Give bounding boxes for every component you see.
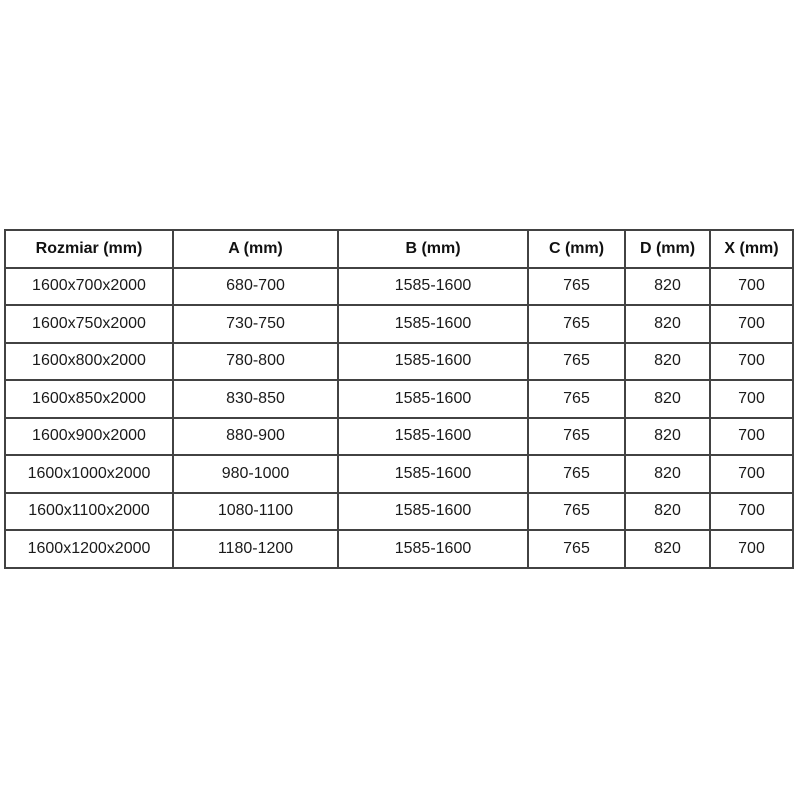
- table-cell: 1600x1200x2000: [5, 530, 173, 568]
- table-cell: 820: [625, 380, 710, 418]
- table-cell: 1600x900x2000: [5, 418, 173, 456]
- table-cell: 765: [528, 380, 625, 418]
- table-row: [5, 530, 793, 568]
- table-cell: 700: [710, 493, 793, 531]
- column-header-a: A (mm): [173, 230, 338, 268]
- table-cell: 765: [528, 455, 625, 493]
- table-cell: 820: [625, 343, 710, 381]
- table-row: [5, 493, 793, 531]
- table-row: [5, 380, 793, 418]
- table-cell: 765: [528, 530, 625, 568]
- table-cell: 765: [528, 493, 625, 531]
- table-cell: 980-1000: [173, 455, 338, 493]
- table-cell: 1600x800x2000: [5, 343, 173, 381]
- table-cell: 700: [710, 380, 793, 418]
- table-cell: 1600x750x2000: [5, 305, 173, 343]
- table-row: [5, 343, 793, 381]
- table-cell: 780-800: [173, 343, 338, 381]
- table-cell: 820: [625, 418, 710, 456]
- table-cell: 700: [710, 305, 793, 343]
- table-cell: 820: [625, 305, 710, 343]
- column-header-c: C (mm): [528, 230, 625, 268]
- table-cell: 700: [710, 455, 793, 493]
- size-spec-table: [4, 229, 794, 569]
- column-header-x: X (mm): [710, 230, 793, 268]
- column-header-d: D (mm): [625, 230, 710, 268]
- table-cell: 1585-1600: [338, 455, 528, 493]
- table-cell: 680-700: [173, 268, 338, 306]
- table-cell: 1585-1600: [338, 418, 528, 456]
- table-cell: 1600x850x2000: [5, 380, 173, 418]
- table-cell: 1585-1600: [338, 268, 528, 306]
- table-cell: 1600x1000x2000: [5, 455, 173, 493]
- table-body: [5, 268, 793, 568]
- table-cell: 1600x1100x2000: [5, 493, 173, 531]
- table-cell: 1585-1600: [338, 343, 528, 381]
- table-cell: 765: [528, 418, 625, 456]
- table-cell: 765: [528, 343, 625, 381]
- table-cell: 1585-1600: [338, 380, 528, 418]
- table-row: [5, 418, 793, 456]
- table-cell: 1585-1600: [338, 493, 528, 531]
- table-cell: 1080-1100: [173, 493, 338, 531]
- table-cell: 700: [710, 343, 793, 381]
- table-cell: 700: [710, 268, 793, 306]
- table-cell: 700: [710, 530, 793, 568]
- table-cell: 1600x700x2000: [5, 268, 173, 306]
- table-cell: 1180-1200: [173, 530, 338, 568]
- table-cell: 700: [710, 418, 793, 456]
- table-cell: 820: [625, 455, 710, 493]
- table-cell: 1585-1600: [338, 530, 528, 568]
- table-row: [5, 305, 793, 343]
- table-cell: 830-850: [173, 380, 338, 418]
- table-cell: 765: [528, 305, 625, 343]
- table-row: [5, 268, 793, 306]
- column-header-b: B (mm): [338, 230, 528, 268]
- table-row: [5, 455, 793, 493]
- table-cell: 765: [528, 268, 625, 306]
- table-cell: 730-750: [173, 305, 338, 343]
- table-cell: 820: [625, 530, 710, 568]
- table-cell: 820: [625, 268, 710, 306]
- table-cell: 880-900: [173, 418, 338, 456]
- column-header-rozmiar: Rozmiar (mm): [5, 230, 173, 268]
- table-cell: 820: [625, 493, 710, 531]
- table-cell: 1585-1600: [338, 305, 528, 343]
- header-row: [5, 230, 793, 268]
